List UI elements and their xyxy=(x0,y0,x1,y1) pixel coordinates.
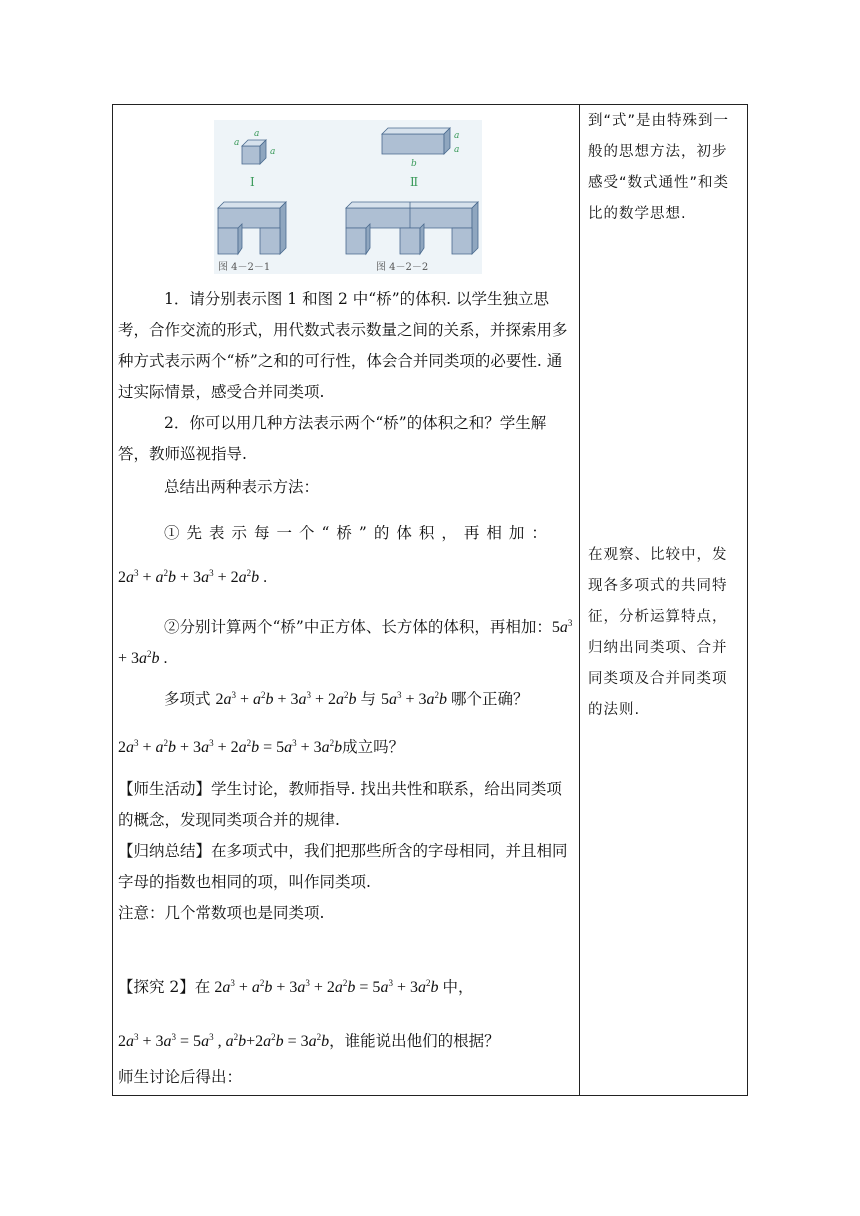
paragraph-11: 【探究 2】在 $2a^3 + a^2b + 3a^3 + 2a^2b = 5a^3 + 3a^2b$ 中， xyxy=(118,978,474,996)
paragraph-11-in: 在 xyxy=(194,978,211,996)
side-note-1: 到“式”是由特殊到一般的思想方法，初步感受“数式通性”和类比的数学思想. xyxy=(588,113,730,222)
paragraph-2: 2．你可以用几种方法表示两个“桥”的体积之和？学生解答，教师巡视指导. xyxy=(118,414,547,463)
paragraph-4: ①先表示每一个“桥”的体积，再相加： xyxy=(164,524,554,542)
expression-1: $2a^3 + a^2b + 3a^3 + 2a^2b$ . xyxy=(118,568,268,586)
cube-edge-left: a xyxy=(234,138,240,148)
paragraph-12-suffix: ，谁能说出他们的根据？ xyxy=(329,1032,500,1050)
cube-edge-top: a xyxy=(254,129,260,139)
figure-caption-1: 图 4－2－1 xyxy=(218,262,271,273)
paragraph-5: ②分别计算两个“桥”中正方体、长方体的体积，再相加：$5a^3 + 3a^2b$ . xyxy=(118,618,573,667)
side-note-2: 在观察、比较中，发现各多项式的共同特征，分析运算特点，归纳出同类项、合并同类项及合并同类项的法则. xyxy=(588,547,728,718)
teacher-student-activity-tag: 【师生活动】 xyxy=(118,780,212,798)
paragraph-11-suffix: 中， xyxy=(442,978,474,996)
side-notes-column xyxy=(588,104,740,1094)
paragraph-12: $2a^3 + 3a^3 = 5a^3$ , $a^2b+2a^2b = 3a^2b$，谁能说出他们的根据？ xyxy=(118,1032,500,1050)
paragraph-5-text: ②分别计算两个“桥”中正方体、长方体的体积，再相加： xyxy=(164,618,552,636)
cube-edge-right: a xyxy=(270,147,276,157)
paragraph-7: $2a^3 + a^2b + 3a^3 + 2a^2b = 5a^3 + 3a^2b$成立吗？ xyxy=(118,738,405,756)
figure-caption-2: 图 4－2－2 xyxy=(376,262,429,273)
figure-label-1: Ⅰ xyxy=(250,175,255,189)
paragraph-3: 总结出两种表示方法： xyxy=(164,478,320,496)
paragraph-9 xyxy=(118,836,576,898)
paragraph-6-prefix: 多项式 xyxy=(164,690,211,708)
cuboid-edge-side: a xyxy=(454,145,460,155)
cuboid-length: b xyxy=(411,159,417,169)
paragraph-6-suffix: 哪个正确？ xyxy=(451,690,529,708)
paragraph-8 xyxy=(118,774,576,836)
main-content-column xyxy=(118,104,576,1094)
cuboid-edge-top: a xyxy=(454,131,460,141)
paragraph-7-suffix: 成立吗？ xyxy=(342,738,405,756)
paragraph-6-and: 与 xyxy=(360,690,377,708)
figure-label-2: Ⅱ xyxy=(410,175,419,189)
column-divider xyxy=(579,104,580,1096)
paragraph-10: 注意：几个常数项也是同类项. xyxy=(118,904,325,922)
paragraph-6: 多项式 $2a^3 + a^2b + 3a^3 + 2a^2b$ 与 $5a^3 + 3a^2b$ 哪个正确？ xyxy=(164,690,529,708)
paragraph-8-text: 学生讨论，教师指导. 找出共性和联系，给出同类项的概念，发现同类项合并的规律. xyxy=(118,780,562,829)
paragraph-1: 1．请分别表示图 1 和图 2 中“桥”的体积. 以学生独立思考，合作交流的形式，用代数式表示数量之间的关系，并探索用多种方式表示两个“桥”之和的可行性，体会合并同类项的必要性. 通过实际情景，感受合并同类项. xyxy=(118,290,568,401)
paragraph-9-text: 在多项式中，我们把那些所含的字母相同，并且相同字母的指数也相同的项，叫作同类项. xyxy=(118,842,568,891)
explore-2-tag: 【探究 2】 xyxy=(118,978,195,996)
paragraph-13: 师生讨论后得出： xyxy=(118,1068,243,1086)
summary-tag: 【归纳总结】 xyxy=(118,842,212,860)
